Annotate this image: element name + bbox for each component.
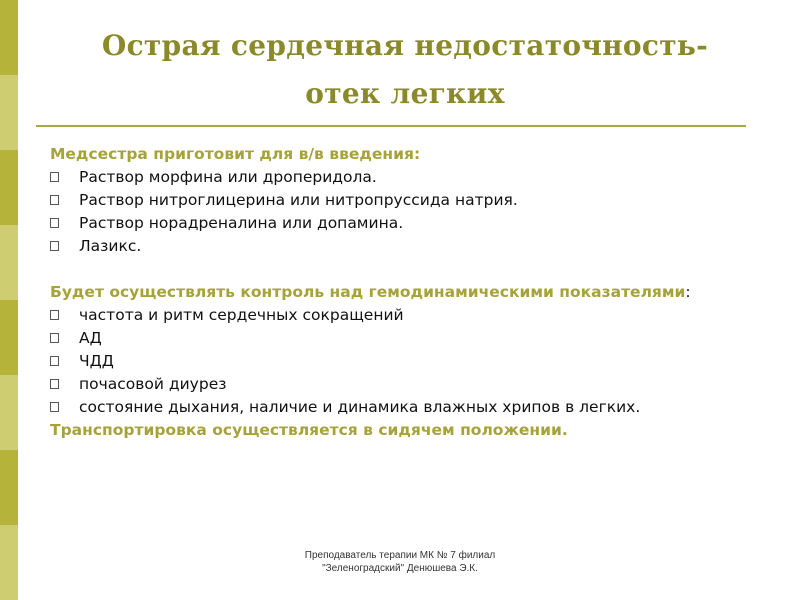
list-item: [50, 304, 750, 327]
list-item: [50, 396, 750, 419]
list-item: [50, 189, 750, 212]
conclusion-text: Транспортировка осуществляется в сидячем положении.: [50, 421, 568, 439]
list-item-text: состояние дыхания, наличие и динамика влажных хрипов в легких.: [79, 398, 641, 416]
list-item-text: Раствор нитроглицерина или нитропруссида натрия.: [79, 191, 518, 209]
section2-heading-text: Будет осуществлять контроль над гемодинамическими показателями: [50, 283, 686, 301]
side-bar-segment: [0, 225, 18, 300]
title-line-2: отек легких: [305, 77, 505, 110]
section-spacer: [50, 258, 750, 281]
section1-heading: Медсестра приготовит для в/в введения:: [50, 145, 421, 163]
list-item-text: ЧДД: [79, 352, 114, 370]
bullet-icon: [50, 356, 59, 366]
list-item: [50, 166, 750, 189]
bullet-icon: [50, 333, 59, 343]
list-item-text: АД: [79, 329, 102, 347]
bullet-icon: [50, 379, 59, 389]
list-item-text: Раствор норадреналина или допамина.: [79, 214, 404, 232]
side-bar-segment: [0, 75, 18, 150]
section2-heading-colon: :: [685, 283, 691, 301]
section2-heading: [50, 281, 750, 304]
side-bar-segment: [0, 0, 18, 75]
bullet-icon: [50, 402, 59, 412]
bullet-icon: [50, 195, 59, 205]
side-bar-segment: [0, 525, 18, 600]
monitoring-list: [50, 304, 750, 419]
bullet-icon: [50, 310, 59, 320]
list-item-text: Лазикс.: [79, 237, 142, 255]
title-divider: [36, 125, 746, 127]
bullet-icon: [50, 172, 59, 182]
footer-line-1: Преподаватель терапии МК № 7 филиал: [304, 550, 496, 561]
slide-title: [40, 22, 770, 118]
list-item: [50, 212, 750, 235]
side-decor-bar: [0, 0, 18, 600]
list-item-text: частота и ритм сердечных сокращений: [79, 306, 404, 324]
side-bar-segment: [0, 150, 18, 225]
slide-footer: [250, 549, 550, 575]
list-item: [50, 235, 750, 258]
list-item-text: Раствор морфина или дроперидола.: [79, 168, 377, 186]
side-bar-segment: [0, 375, 18, 450]
title-line-1: Острая сердечная недостаточность-: [101, 29, 709, 62]
side-bar-segment: [0, 450, 18, 525]
bullet-icon: [50, 241, 59, 251]
footer-line-2: "Зеленоградский" Денюшева Э.К.: [322, 563, 478, 574]
side-bar-segment: [0, 300, 18, 375]
list-item: [50, 373, 750, 396]
slide-body: [50, 143, 750, 442]
medication-list: [50, 166, 750, 258]
bullet-icon: [50, 218, 59, 228]
list-item: [50, 327, 750, 350]
list-item: [50, 350, 750, 373]
list-item-text: почасовой диурез: [79, 375, 227, 393]
